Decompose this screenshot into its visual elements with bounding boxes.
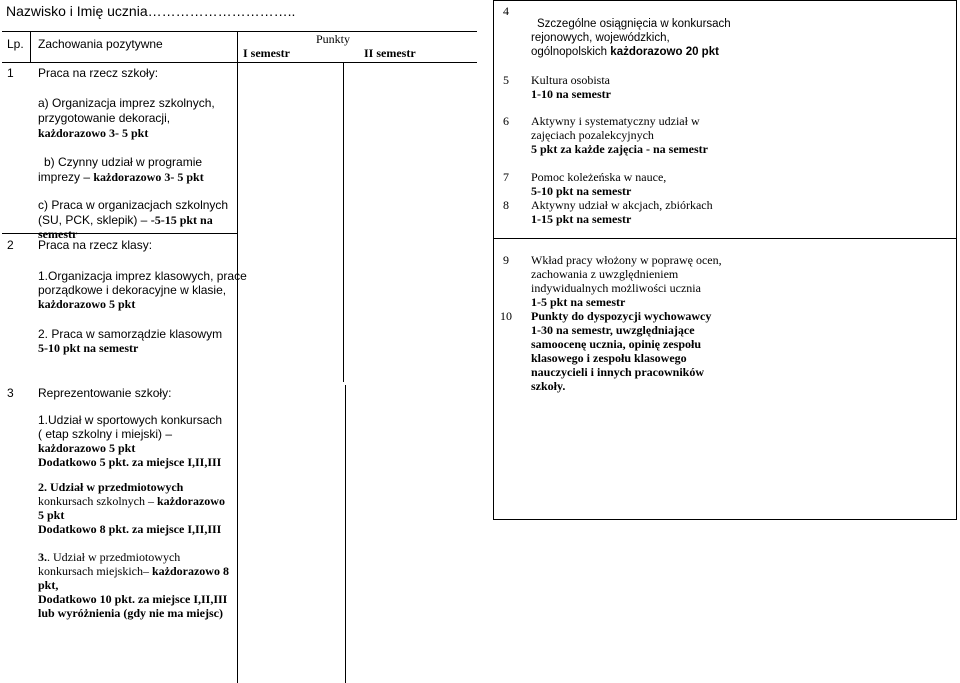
- semester-2-header: II semestr: [364, 46, 416, 60]
- section1-c-line3: semestr: [38, 227, 78, 241]
- row7-line2: 5-10 pkt na semestr: [531, 184, 632, 198]
- section1-c-line1: c) Praca w organizacjach szkolnych: [38, 198, 229, 212]
- row6-number: 6: [503, 114, 509, 128]
- section3-item2-line2: konkursach szkolnych – każdorazowo: [38, 494, 225, 508]
- section2-item1-line1: 1.Organizacja imprez klasowych, prace: [38, 269, 247, 283]
- row9-number: 9: [503, 253, 509, 267]
- row6-line3: 5 pkt za każde zajęcia - na semestr: [531, 142, 708, 156]
- section2-item2-line1: 2. Praca w samorządzie klasowym: [38, 327, 223, 341]
- row9-line2: zachowania z uwzględnieniem: [531, 267, 679, 281]
- section1-b-line2: imprezy – każdorazowo 3- 5 pkt: [38, 170, 204, 184]
- section3-item1-bonus: Dodatkowo 5 pkt. za miejsce I,II,III: [38, 455, 222, 469]
- row9-line3: indywidualnych możliwości ucznia: [531, 281, 701, 295]
- section2-item1-points: każdorazowo 5 pkt: [38, 297, 136, 311]
- section2-title: Praca na rzecz klasy:: [38, 238, 153, 252]
- section3-item1-line2: ( etap szkolny i miejski) –: [38, 427, 173, 441]
- row9-line1: Wkład pracy włożony w poprawę ocen,: [531, 253, 722, 267]
- section1-a-line2: przygotowanie dekoracji,: [38, 111, 171, 125]
- lp-column-divider: [30, 32, 31, 62]
- row10-line6: szkoły.: [531, 379, 566, 393]
- row7-number: 7: [503, 170, 509, 184]
- section3-item3-bonus: Dodatkowo 10 pkt. za miejsce I,II,III: [38, 592, 228, 606]
- row10-number: 10: [500, 309, 512, 323]
- row10-line2: 1-30 na semestr, uwzględniające: [531, 323, 695, 337]
- row8-line1: Aktywny udział w akcjach, zbiórkach: [531, 198, 713, 212]
- semester-divider-upper: [343, 62, 344, 382]
- row4-number: 4: [503, 4, 509, 18]
- section3-number: 3: [7, 386, 14, 400]
- section3-item2-bonus: Dodatkowo 8 pkt. za miejsce I,II,III: [38, 522, 222, 536]
- section3-item1-points: każdorazowo 5 pkt: [38, 441, 136, 455]
- lp-header: Lp.: [7, 37, 24, 51]
- semester-1-header: I semestr: [243, 46, 290, 60]
- section3-title: Reprezentowanie szkoły:: [38, 386, 172, 400]
- row9-line4: 1-5 pkt na semestr: [531, 295, 626, 309]
- section3-item3-distinction: lub wyróżnienia (gdy nie ma miejsc): [38, 606, 223, 620]
- row4-line3: ogólnopolskich każdorazowo 20 pkt: [531, 46, 719, 58]
- section3-item2-line1: 2. Udział w przedmiotowych: [38, 480, 184, 494]
- section2-number: 2: [7, 238, 14, 252]
- row7-line1: Pomoc koleżeńska w nauce,: [531, 170, 667, 184]
- row10-line1: Punkty do dyspozycji wychowawcy: [531, 309, 712, 323]
- section1-a-line1: a) Organizacja imprez szkolnych,: [38, 96, 215, 110]
- semester-divider-lower: [345, 385, 346, 683]
- section3-item3-line1: 3.. Udział w przedmiotowych: [38, 550, 181, 564]
- section1-b-line1: b) Czynny udział w programie: [44, 155, 203, 169]
- points-header: Punkty: [316, 32, 351, 46]
- row5-line2: 1-10 na semestr: [531, 87, 611, 101]
- section1-c-line2: (SU, PCK, sklepik) – -5-15 pkt na: [38, 213, 213, 227]
- section3-item1-line1: 1.Udział w sportowych konkursach: [38, 413, 223, 427]
- section2-item2-points: 5-10 pkt na semestr: [38, 341, 139, 355]
- row6-line1: Aktywny i systematyczny udział w: [531, 114, 700, 128]
- section3-item3-line3: pkt,: [38, 578, 59, 592]
- section1-a-points: każdorazowo 3- 5 pkt: [38, 126, 149, 140]
- student-name-line: Nazwisko i Imię ucznia…………………………..: [6, 3, 296, 19]
- section3-item3-line2: konkursach miejskich– każdorazowo 8: [38, 564, 229, 578]
- section3-item2-points: 5 pkt: [38, 508, 65, 522]
- header-bottom-border: [2, 62, 477, 63]
- row8-number: 8: [503, 198, 509, 212]
- row5-line1: Kultura osobista: [531, 73, 610, 87]
- section2-item1-line2: porządkowe i dekoracyjne w klasie,: [38, 283, 227, 297]
- row4-line2: rejonowych, wojewódzkich,: [531, 32, 670, 44]
- row10-line4: klasowego i zespołu klasowego: [531, 351, 687, 365]
- behaviors-header: Zachowania pozytywne: [38, 37, 163, 51]
- row10-line5: nauczycieli i innych pracowników: [531, 365, 705, 379]
- points-column-left-border: [237, 32, 238, 683]
- left-table-top-border: [2, 31, 477, 32]
- row8-line2: 1-15 pkt na semestr: [531, 212, 632, 226]
- section1-number: 1: [7, 66, 14, 80]
- row6-line2: zajęciach pozalekcyjnych: [531, 128, 654, 142]
- row10-line3: samoocenę ucznia, opinię zespołu: [531, 337, 701, 351]
- right-table-divider: [493, 238, 957, 239]
- row5-number: 5: [503, 73, 509, 87]
- row4-line1: Szczególne osiągnięcia w konkursach: [537, 18, 731, 30]
- section1-title: Praca na rzecz szkoły:: [38, 66, 159, 80]
